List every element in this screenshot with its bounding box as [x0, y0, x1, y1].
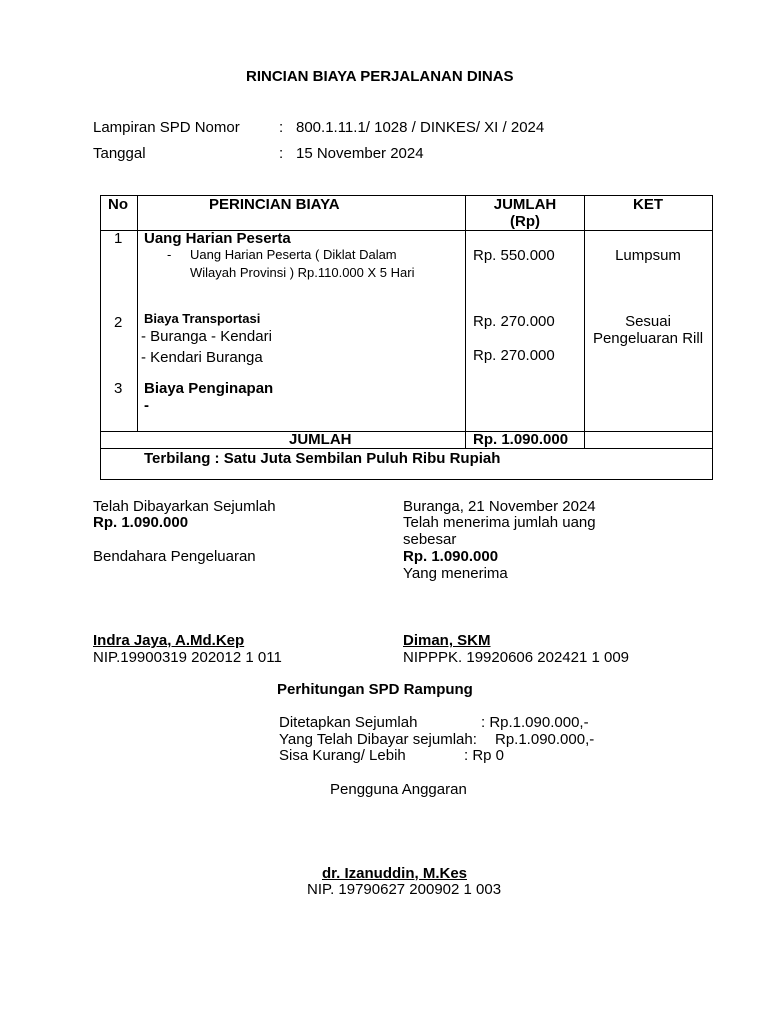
header-no: No — [108, 196, 128, 213]
pengguna-role: Pengguna Anggaran — [330, 781, 467, 798]
header-perincian: PERINCIAN BIAYA — [209, 196, 340, 213]
right-received-amount: Rp. 1.090.000 — [403, 548, 499, 565]
row-3-item-1: - — [144, 397, 149, 414]
terbilang: Terbilang : Satu Juta Sembilan Puluh Ribu Rupiah — [144, 450, 501, 467]
left-paid-amount: Rp. 1.090.000 — [93, 514, 189, 531]
row-2-amount-1: Rp. 270.000 — [473, 313, 555, 330]
row-1-no: 1 — [114, 230, 123, 247]
rampung-dibayar-value: Rp.1.090.000,- — [495, 731, 595, 748]
row-2-ket-line2: Pengeluaran Rill — [592, 330, 704, 347]
row-1-title: Uang Harian Peserta — [144, 230, 291, 247]
right-received-line1: Telah menerima jumlah uang — [403, 514, 596, 531]
row-2-item-1: - Buranga - Kendari — [141, 328, 272, 345]
header-jumlah: JUMLAH — [493, 196, 557, 213]
row-2-item-2: - Kendari Buranga — [141, 349, 263, 366]
row-1-amount: Rp. 550.000 — [473, 247, 555, 264]
pengguna-name: dr. Izanuddin, M.Kes — [322, 865, 468, 882]
row-1-sub-dash: - — [167, 247, 172, 262]
right-received-line2: sebesar — [403, 531, 457, 548]
tanggal-value: 15 November 2024 — [296, 145, 424, 162]
row-2-ket-line1: Sesuai — [625, 313, 671, 330]
document-title: RINCIAN BIAYA PERJALANAN DINAS — [246, 68, 514, 85]
row-2-amount-2: Rp. 270.000 — [473, 347, 555, 364]
rampung-title: Perhitungan SPD Rampung — [277, 681, 473, 698]
row-3-no: 3 — [114, 380, 123, 397]
lampiran-value: 800.1.11.1/ 1028 / DINKES/ XI / 2024 — [296, 119, 545, 136]
pengguna-nip: NIP. 19790627 200902 1 003 — [307, 881, 502, 898]
lampiran-colon: : — [279, 119, 284, 136]
row-1-sub-line2: Wilayah Provinsi ) Rp.110.000 X 5 Hari — [190, 265, 415, 280]
rampung-sisa-label: Sisa Kurang/ Lebih — [279, 747, 406, 764]
right-signer-name: Diman, SKM — [403, 632, 491, 649]
row-3-title: Biaya Penginapan — [144, 380, 274, 397]
total-label: JUMLAH — [289, 431, 352, 448]
tanggal-colon: : — [279, 145, 284, 162]
header-ket: KET — [633, 196, 663, 213]
header-jumlah-unit: (Rp) — [510, 213, 540, 230]
left-signer-nip: NIP.19900319 202012 1 011 — [93, 649, 282, 666]
lampiran-label: Lampiran SPD Nomor — [93, 119, 240, 136]
total-value: Rp. 1.090.000 — [473, 431, 569, 448]
rampung-sisa-value: : Rp 0 — [464, 747, 505, 764]
left-paid-line: Telah Dibayarkan Sejumlah — [93, 498, 276, 515]
row-2-no: 2 — [114, 314, 123, 331]
rampung-ditetapkan-label: Ditetapkan Sejumlah — [279, 714, 418, 731]
right-place-date: Buranga, 21 November 2024 — [403, 498, 596, 515]
left-signer-name: Indra Jaya, A.Md.Kep — [93, 632, 245, 649]
rampung-ditetapkan-value: : Rp.1.090.000,- — [481, 714, 589, 731]
tanggal-label: Tanggal — [93, 145, 146, 162]
left-role: Bendahara Pengeluaran — [93, 548, 256, 565]
row-2-title: Biaya Transportasi — [144, 311, 261, 326]
row-1-ket: Lumpsum — [615, 247, 681, 264]
rampung-dibayar-label: Yang Telah Dibayar sejumlah: — [279, 731, 477, 748]
row-1-sub-line1: Uang Harian Peserta ( Diklat Dalam — [190, 247, 397, 262]
right-signer-nip: NIPPPK. 19920606 202421 1 009 — [403, 649, 630, 666]
right-role: Yang menerima — [403, 565, 508, 582]
